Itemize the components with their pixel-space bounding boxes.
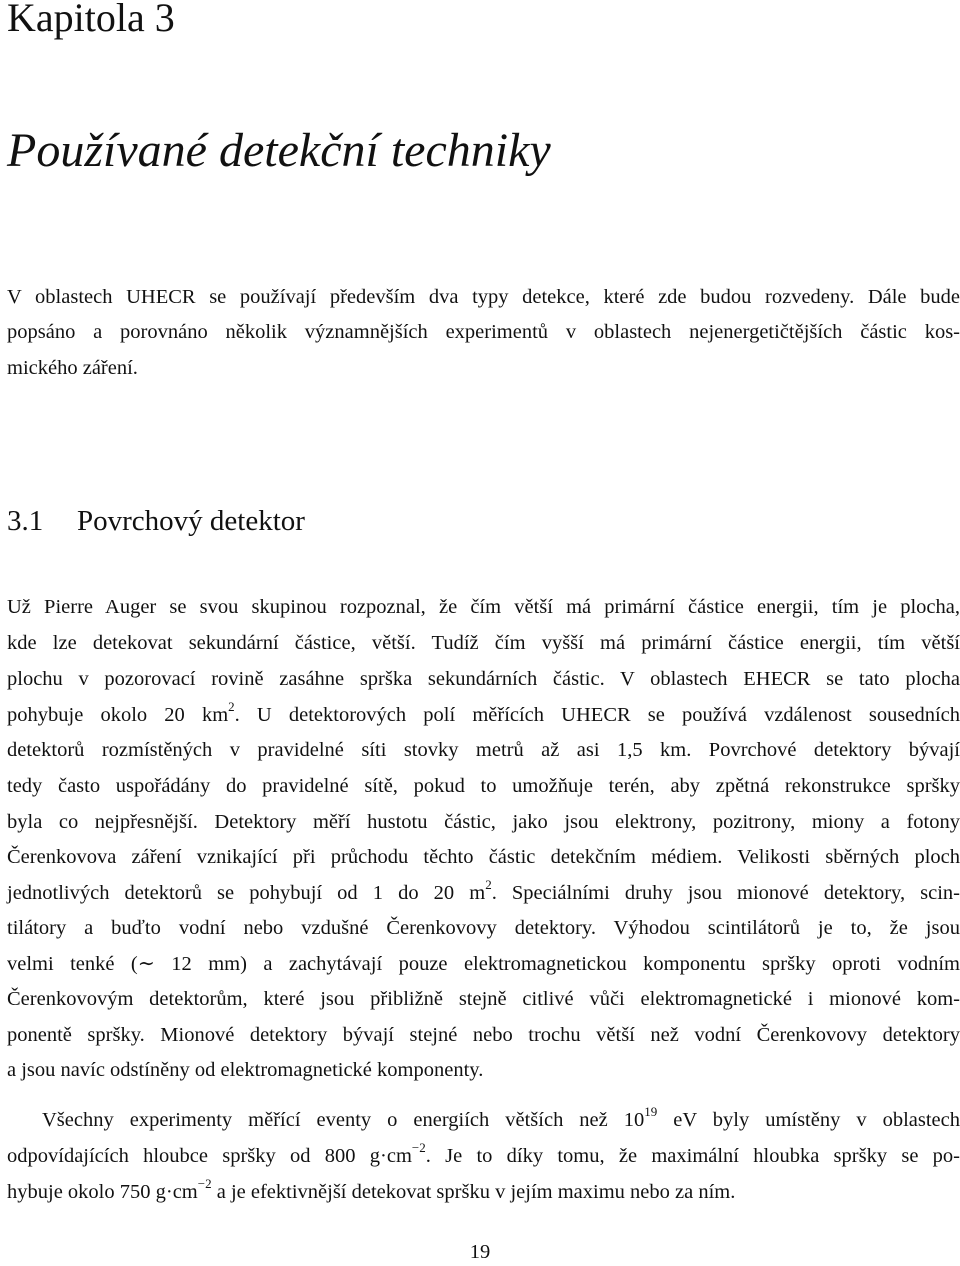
intro-line-3: mického záření. xyxy=(7,357,138,379)
p1-line-1: Už Pierre Auger se svou skupinou rozpoznal, že čím větší má primární částice energii, tím je plocha, xyxy=(7,596,960,618)
p1-line-6: tedy často uspořádány do pravidelné sítě, pokud to umožňuje terén, aby zpětná rekonstrukce spršky xyxy=(7,775,960,797)
p2-line-3-b: a je efektivnější detekovat spršku v jejím maximu nebo za ním. xyxy=(211,1181,736,1203)
p1-line-7: byla co nejpřesnější. Detektory měří hustotu částic, jako jsou elektrony, pozitrony, miony a fotony xyxy=(7,811,960,833)
p2-line-1-sup: 19 xyxy=(644,1104,658,1120)
p1-line-14: a jsou navíc odstíněny od elektromagnetické komponenty. xyxy=(7,1059,484,1081)
p2-line-2-a: odpovídajících hloubce spršky od 800 g·cm xyxy=(7,1145,412,1167)
p1-line-9 xyxy=(7,879,960,907)
p2-line-3-a: hybuje okolo 750 g·cm xyxy=(7,1181,198,1203)
p1-line-4-b: . U detektorových polí měřících UHECR se používá vzdálenost sousedních xyxy=(234,704,960,726)
intro-line-2: popsáno a porovnáno několik významnějších experimentů v oblastech nejenergetičtějších částic kos- xyxy=(7,321,960,343)
p1-line-9-sup: 2 xyxy=(485,877,492,893)
p2-line-1-a: Všechny experimenty měřící eventy o energiích větších než 10 xyxy=(42,1109,645,1131)
section-title: Povrchový detektor xyxy=(77,505,305,537)
chapter-label: Kapitola 3 xyxy=(7,0,175,40)
p2-line-1-b: eV byly umístěny v oblastech xyxy=(657,1109,960,1131)
p1-line-8: Čerenkovova záření vznikající při průchodu těchto částic detekčním médiem. Velikosti sběrných ploch xyxy=(7,846,960,868)
p1-line-4-sup: 2 xyxy=(228,699,235,715)
p2-line-3-sup: −2 xyxy=(197,1176,212,1192)
p1-line-4-a: pohybuje okolo 20 km xyxy=(7,704,229,726)
p1-line-5: detektorů rozmístěných v pravidelné síti stovky metrů až asi 1,5 km. Povrchové detektory bývají xyxy=(7,739,960,761)
p1-line-4 xyxy=(7,701,960,729)
chapter-title: Používané detekční techniky xyxy=(7,124,551,177)
p1-line-12: Čerenkovovým detektorům, které jsou přibližně stejně citlivé vůči elektromagnetické i mionové kom- xyxy=(7,988,960,1010)
p1-line-9-a: jednotlivých detektorů se pohybují od 1 do 20 m xyxy=(7,882,486,904)
p2-line-2-sup: −2 xyxy=(411,1140,426,1156)
p1-line-10: tilátory a buďto vodní nebo vzdušné Čerenkovovy detektory. Výhodou scintilátorů je to, že jsou xyxy=(7,917,960,939)
section-number: 3.1 xyxy=(7,505,44,537)
p2-line-2-b: . Je to díky tomu, že maximální hloubka spršky se po- xyxy=(425,1145,960,1167)
p1-line-2: kde lze detekovat sekundární částice, větší. Tudíž čím vyšší má primární částice energii, tím větší xyxy=(7,632,960,654)
p1-line-13: ponentě spršky. Mionové detektory bývají stejné nebo trochu větší než vodní Čerenkovovy detektory xyxy=(7,1024,960,1046)
page-number: 19 xyxy=(469,1241,491,1263)
p2-line-1 xyxy=(42,1106,960,1134)
intro-line-1: V oblastech UHECR se používají především dva typy detekce, které zde budou rozvedeny. Dále bude xyxy=(7,286,960,308)
p1-line-3: plochu v pozorovací rovině zasáhne sprška sekundárních částic. V oblastech EHECR se tato plocha xyxy=(7,668,960,690)
p1-line-9-b: . Speciálními druhy jsou mionové detektory, scin- xyxy=(491,882,960,904)
p1-line-11: velmi tenké (∼ 12 mm) a zachytávají pouze elektromagnetickou komponentu spršky oproti vodním xyxy=(7,953,960,975)
p2-line-3 xyxy=(7,1178,960,1206)
p2-line-2 xyxy=(7,1142,960,1170)
section-heading xyxy=(7,503,305,539)
